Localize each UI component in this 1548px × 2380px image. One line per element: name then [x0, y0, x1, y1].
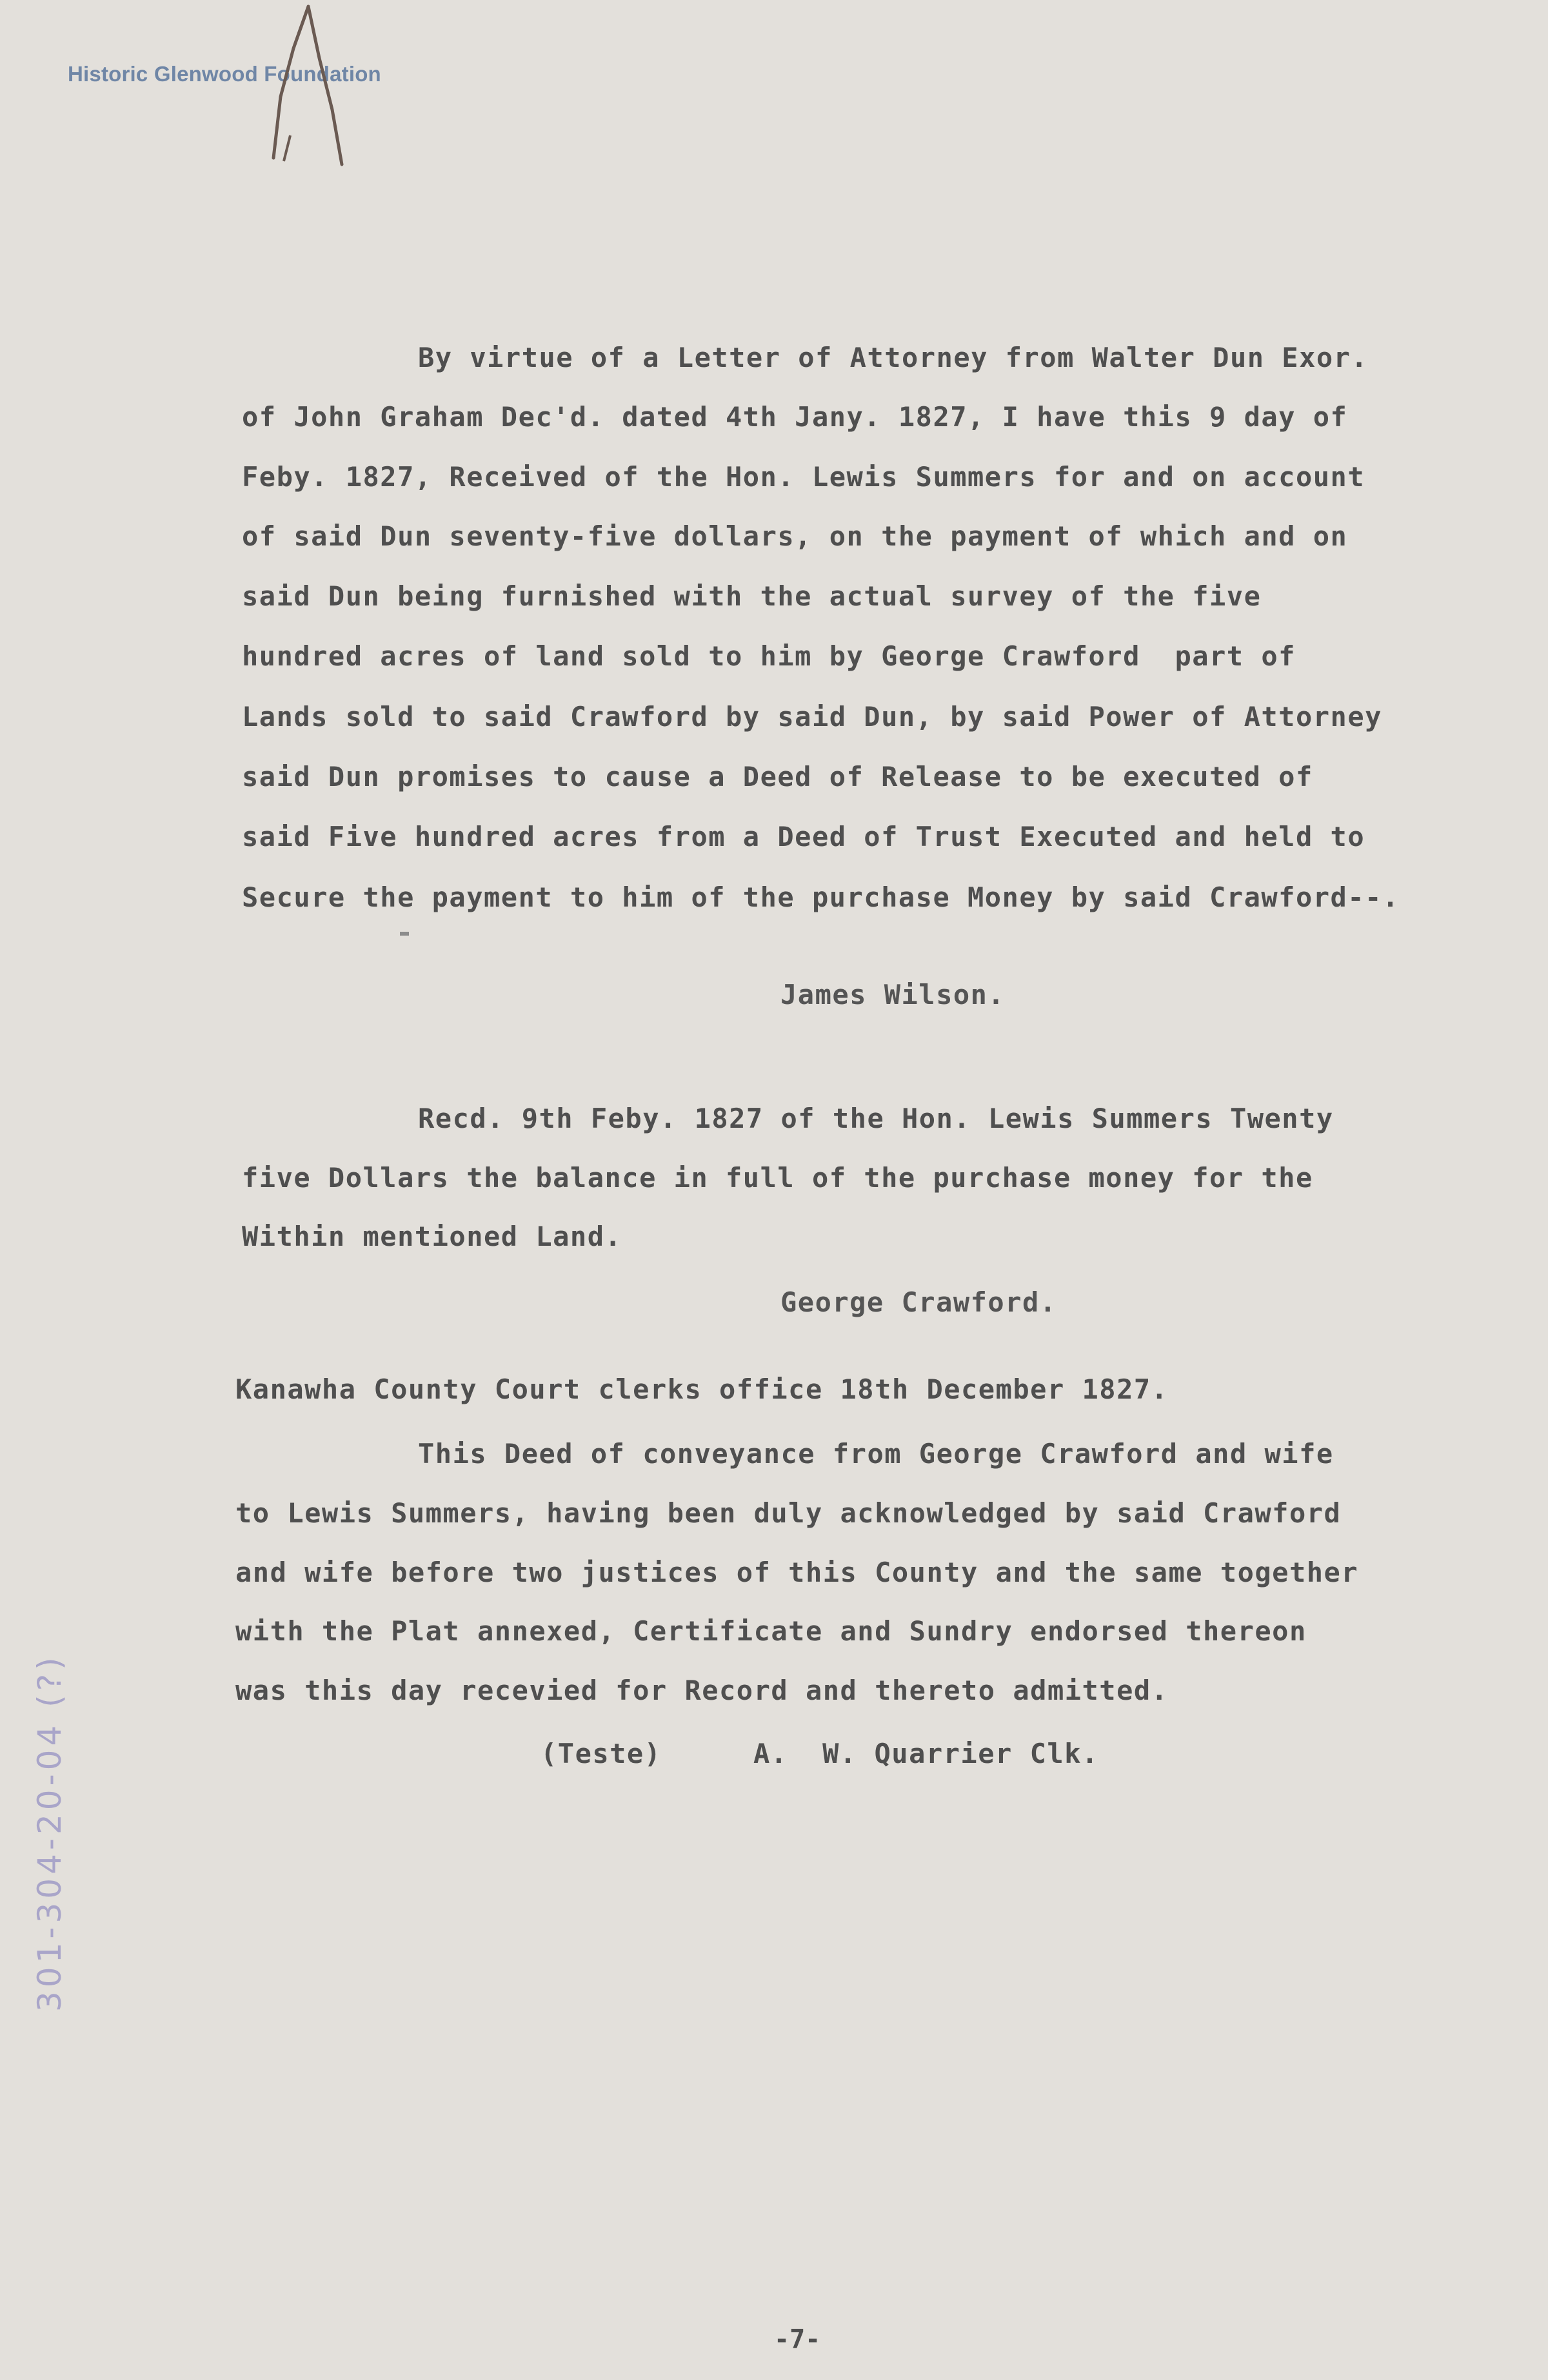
- clerk-signature: A. W. Quarrier Clk.: [753, 1738, 1099, 1769]
- page-number: -7-: [774, 2325, 821, 2354]
- court-clerk-line: Kanawha County Court clerks office 18th December 1827.: [235, 1373, 1169, 1405]
- paragraph3-line: and wife before two justices of this County and the same together: [235, 1557, 1359, 1588]
- signature-james-wilson: James Wilson.: [780, 979, 1006, 1010]
- paragraph1-line: of said Dun seventy-five dollars, on the payment of which and on: [242, 520, 1348, 552]
- signature-george-crawford: George Crawford.: [780, 1286, 1057, 1318]
- paragraph3-line: was this day recevied for Record and thereto admitted.: [235, 1675, 1169, 1706]
- paragraph2-line: five Dollars the balance in full of the purchase money for the: [242, 1162, 1313, 1194]
- ink-smudge: [400, 932, 409, 936]
- paragraph1-line: Lands sold to said Crawford by said Dun, by said Power of Attorney: [242, 701, 1382, 733]
- paragraph1-line: hundred acres of land sold to him by George Crawford part of: [242, 640, 1296, 672]
- paragraph1-line: By virtue of a Letter of Attorney from Walter Dun Exor.: [418, 342, 1369, 373]
- paragraph3-line: to Lewis Summers, having been duly acknowledged by said Crawford: [235, 1497, 1342, 1529]
- paragraph2-line: Within mentioned Land.: [242, 1221, 622, 1252]
- paragraph1-line: Feby. 1827, Received of the Hon. Lewis Summers for and on account: [242, 461, 1365, 493]
- paragraph1-line: said Dun promises to cause a Deed of Release to be executed of: [242, 761, 1313, 792]
- pencil-catalog-note: 301-304-20-04 (?): [31, 1653, 68, 2012]
- pencil-a-mark: [232, 0, 426, 193]
- foundation-watermark: Historic Glenwood Foundation: [68, 62, 381, 86]
- paragraph2-line: Recd. 9th Feby. 1827 of the Hon. Lewis Summers Twenty: [418, 1103, 1334, 1134]
- paragraph1-line: Secure the payment to him of the purchase Money by said Crawford--.: [242, 881, 1400, 913]
- paragraph1-line: of John Graham Dec'd. dated 4th Jany. 1827, I have this 9 day of: [242, 401, 1348, 433]
- paragraph3-line: with the Plat annexed, Certificate and Sundry endorsed thereon: [235, 1615, 1307, 1647]
- teste-label: (Teste): [541, 1738, 662, 1769]
- paragraph1-line: said Dun being furnished with the actual survey of the five: [242, 580, 1262, 612]
- paragraph1-line: said Five hundred acres from a Deed of Trust Executed and held to: [242, 821, 1365, 852]
- paragraph3-line: This Deed of conveyance from George Crawford and wife: [418, 1438, 1334, 1470]
